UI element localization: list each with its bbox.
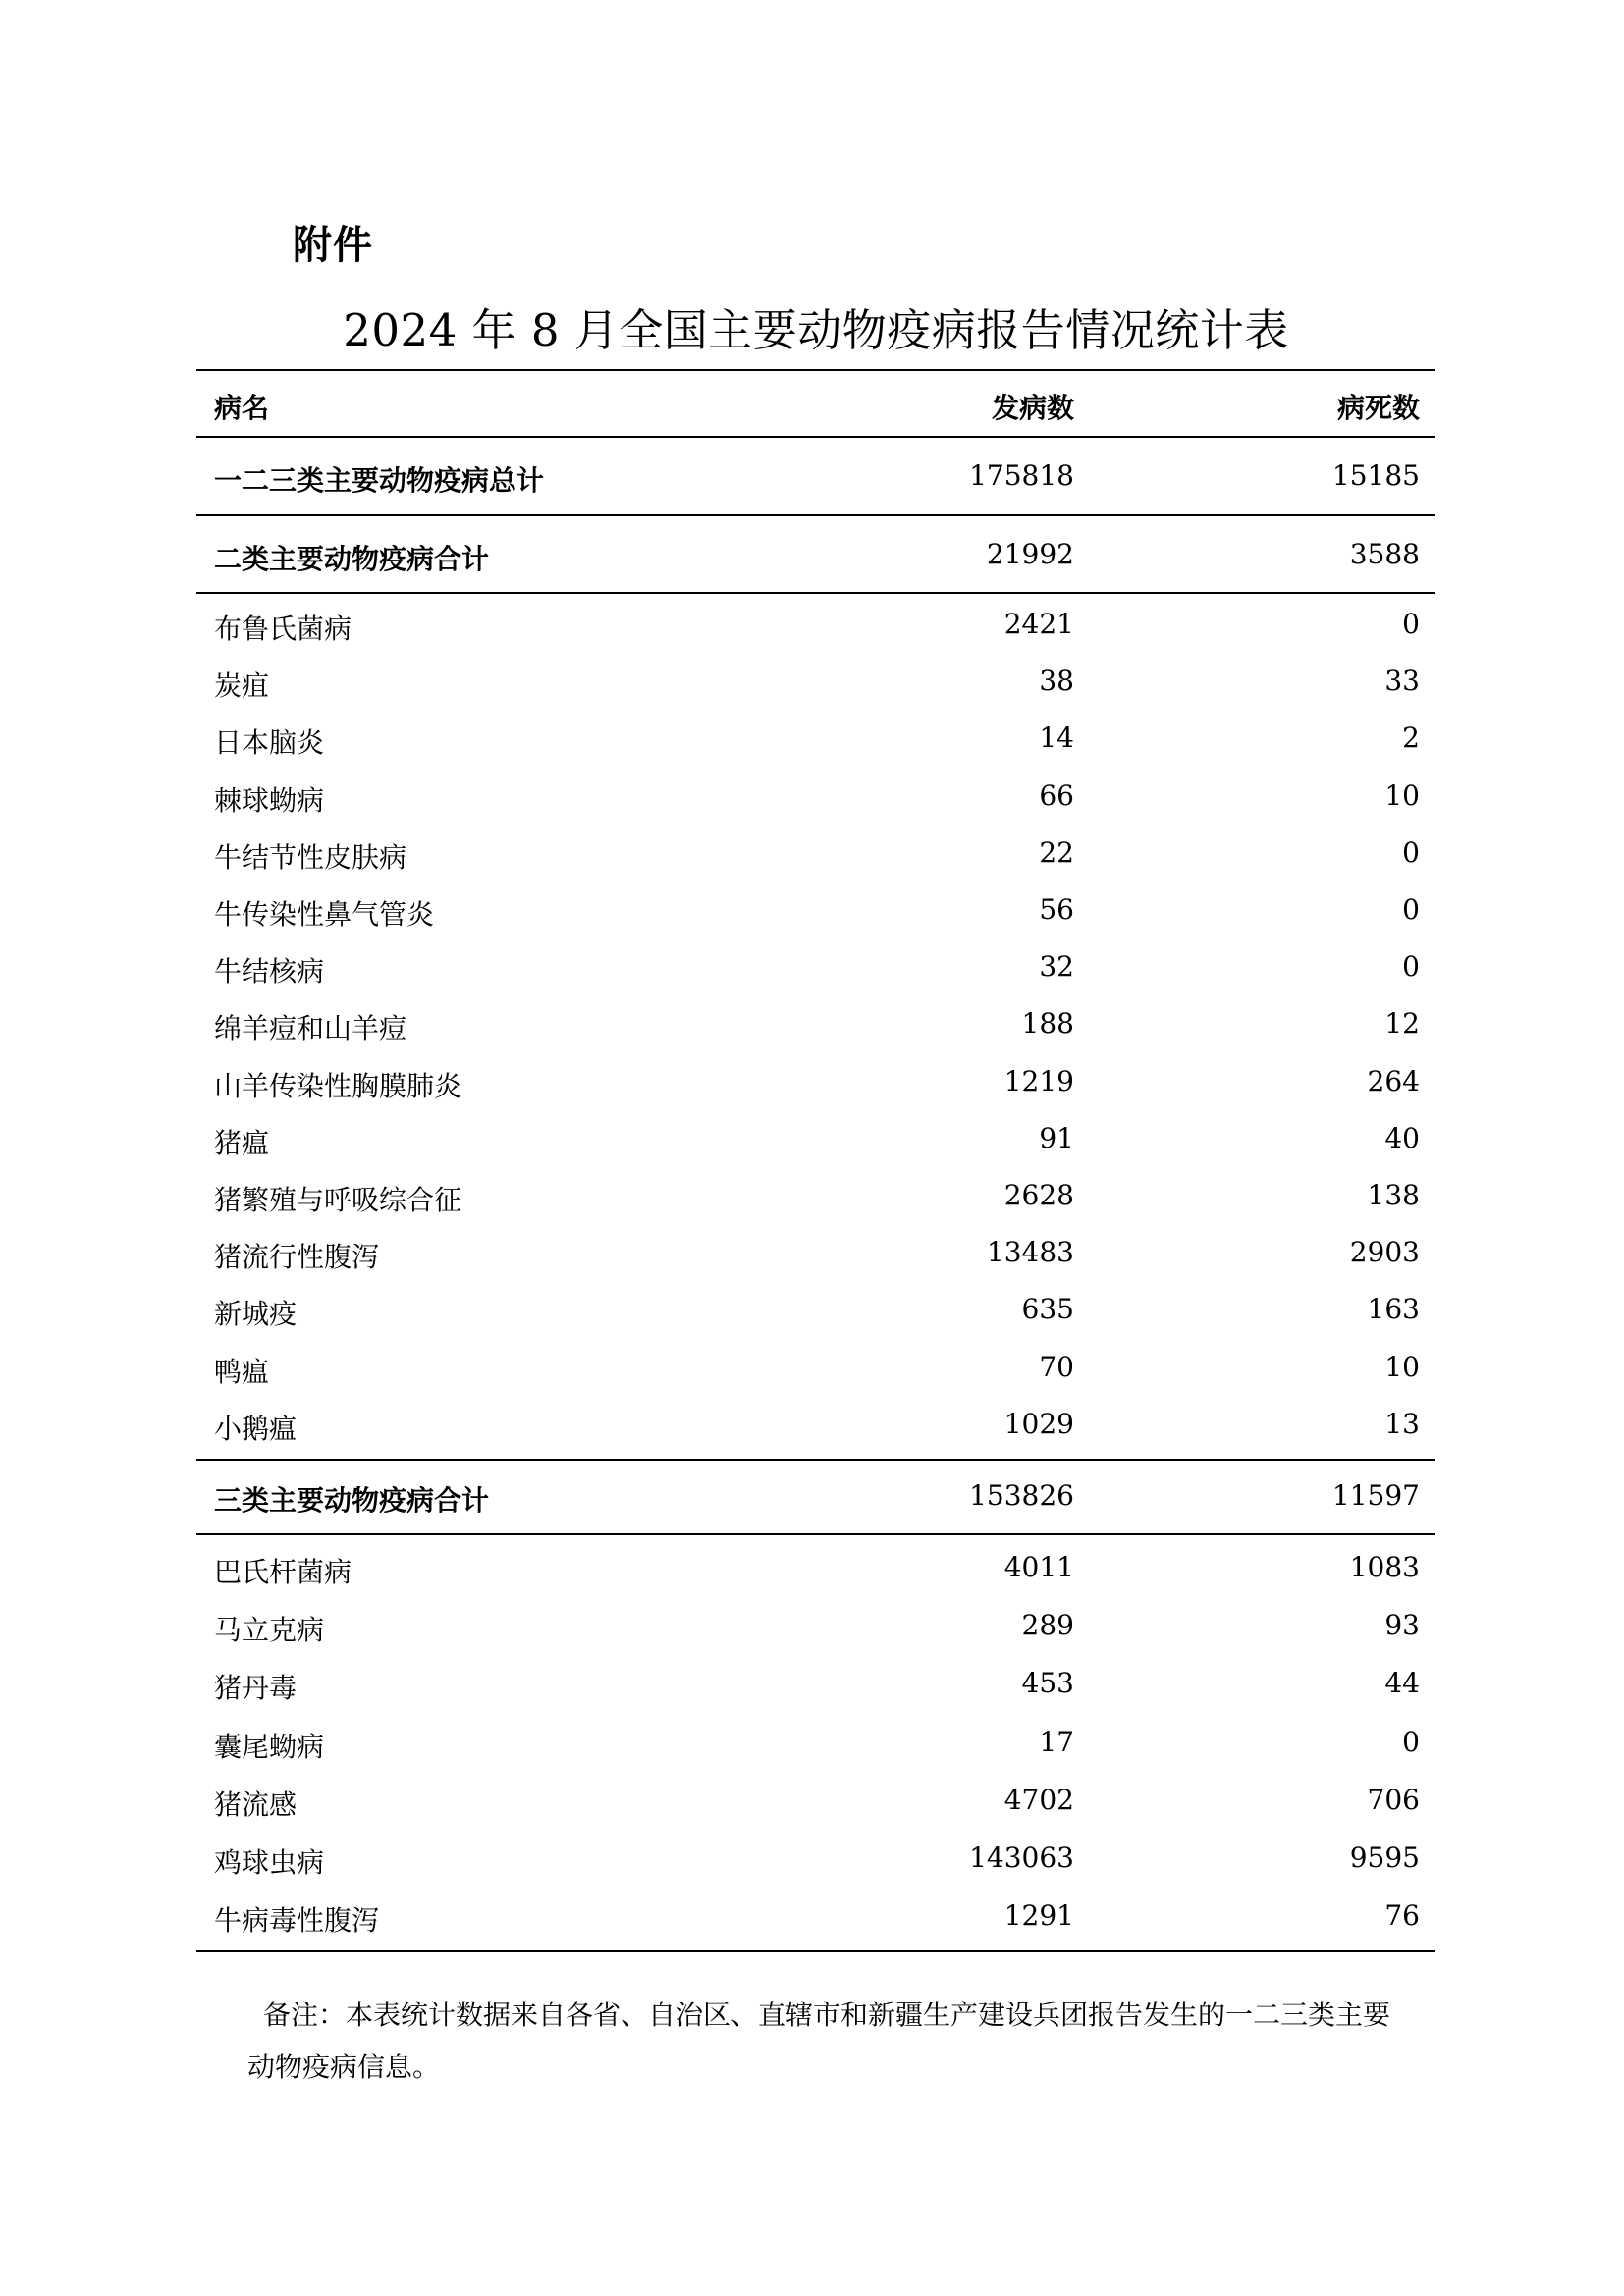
cases-cell: 188 xyxy=(1021,1007,1074,1041)
cases-cell: 38 xyxy=(1039,665,1074,698)
deaths-cell: 44 xyxy=(1384,1667,1420,1700)
table-top-rule xyxy=(196,369,1435,371)
disease-name: 猪流行性腹泻 xyxy=(214,1241,380,1274)
disease-name: 猪丹毒 xyxy=(214,1672,298,1705)
deaths-cell: 9595 xyxy=(1349,1842,1420,1874)
class2-subtotal-name: 二类主要动物疫病合计 xyxy=(214,543,490,575)
class2-subtotal-deaths: 3588 xyxy=(1349,538,1420,570)
disease-name: 牛传染性鼻气管炎 xyxy=(214,898,435,931)
deaths-cell: 264 xyxy=(1367,1064,1420,1097)
deaths-cell: 76 xyxy=(1384,1899,1420,1933)
disease-name: 巴氏杆菌病 xyxy=(214,1556,352,1588)
header-cases: 发病数 xyxy=(991,392,1074,424)
disease-name: 猪繁殖与呼吸综合征 xyxy=(214,1184,462,1216)
deaths-cell: 33 xyxy=(1384,665,1420,698)
cases-cell: 289 xyxy=(1021,1609,1074,1642)
cases-cell: 2628 xyxy=(1003,1179,1074,1211)
cases-cell: 14 xyxy=(1039,721,1074,755)
footnote: 备注：本表统计数据来自各省、自治区、直辖市和新疆生产建设兵团报告发生的一二三类主要动物疫病信息。 xyxy=(247,1999,1391,2083)
header-name: 病名 xyxy=(214,392,270,424)
class3-subtotal-deaths: 11597 xyxy=(1331,1479,1420,1512)
cases-cell: 2421 xyxy=(1003,608,1074,640)
disease-name: 猪流感 xyxy=(214,1788,298,1821)
cases-cell: 17 xyxy=(1039,1725,1074,1758)
deaths-cell: 93 xyxy=(1384,1609,1420,1642)
cases-cell: 66 xyxy=(1039,778,1074,812)
header-rule xyxy=(196,436,1435,438)
cases-cell: 13483 xyxy=(986,1236,1074,1269)
deaths-cell: 163 xyxy=(1367,1293,1420,1326)
disease-name: 山羊传染性胸膜肺炎 xyxy=(214,1069,462,1102)
cases-cell: 1291 xyxy=(1003,1899,1074,1933)
deaths-cell: 40 xyxy=(1384,1121,1420,1154)
disease-name: 牛病毒性腹泻 xyxy=(214,1904,380,1938)
class3-subtotal-cases: 153826 xyxy=(969,1479,1074,1512)
attachment-label: 附件 xyxy=(293,223,373,268)
cases-cell: 635 xyxy=(1021,1293,1074,1326)
disease-name: 绵羊痘和山羊痘 xyxy=(214,1012,407,1045)
deaths-cell: 2 xyxy=(1402,721,1420,755)
disease-name: 牛结核病 xyxy=(214,955,325,988)
disease-name: 布鲁氏菌病 xyxy=(214,613,352,645)
cases-cell: 4011 xyxy=(1003,1551,1074,1583)
table-bottom-rule xyxy=(196,1950,1435,1952)
cases-cell: 1029 xyxy=(1003,1407,1074,1440)
deaths-cell: 0 xyxy=(1402,835,1420,869)
cases-cell: 91 xyxy=(1039,1121,1074,1154)
deaths-cell: 12 xyxy=(1384,1007,1420,1041)
deaths-cell: 13 xyxy=(1384,1407,1420,1440)
deaths-cell: 706 xyxy=(1367,1783,1420,1816)
disease-name: 囊尾蚴病 xyxy=(214,1730,325,1763)
disease-name: 马立克病 xyxy=(214,1614,325,1647)
total-deaths: 15185 xyxy=(1331,459,1420,492)
deaths-cell: 2903 xyxy=(1349,1236,1420,1269)
disease-name: 猪瘟 xyxy=(214,1126,270,1159)
total-name: 一二三类主要动物疫病总计 xyxy=(214,464,545,497)
cases-cell: 143063 xyxy=(969,1842,1074,1874)
deaths-cell: 138 xyxy=(1367,1179,1420,1211)
deaths-cell: 10 xyxy=(1384,778,1420,812)
cases-cell: 1219 xyxy=(1003,1064,1074,1097)
cases-cell: 4702 xyxy=(1003,1783,1074,1816)
header-deaths: 病死数 xyxy=(1336,392,1420,424)
deaths-cell: 1083 xyxy=(1349,1551,1420,1583)
disease-name: 日本脑炎 xyxy=(214,726,325,760)
disease-name: 鸡球虫病 xyxy=(214,1846,325,1879)
deaths-cell: 0 xyxy=(1402,1725,1420,1758)
class3-subtotal-name: 三类主要动物疫病合计 xyxy=(214,1484,490,1517)
cases-cell: 32 xyxy=(1039,950,1074,984)
disease-name: 棘球蚴病 xyxy=(214,783,325,817)
disease-name: 牛结节性皮肤病 xyxy=(214,840,407,874)
page-title: 2024 年 8 月全国主要动物疫病报告情况统计表 xyxy=(343,304,1289,356)
disease-name: 鸭瘟 xyxy=(214,1355,270,1388)
total-cases: 175818 xyxy=(969,459,1074,492)
class2-subtotal-cases: 21992 xyxy=(986,538,1074,570)
cases-cell: 56 xyxy=(1039,893,1074,926)
total-rule xyxy=(196,514,1435,516)
disease-name: 新城疫 xyxy=(214,1298,298,1331)
deaths-cell: 10 xyxy=(1384,1350,1420,1383)
class3-top-rule xyxy=(196,1459,1435,1461)
deaths-cell: 0 xyxy=(1402,608,1420,640)
disease-name: 小鹅瘟 xyxy=(214,1412,298,1445)
class3-rule xyxy=(196,1533,1435,1535)
deaths-cell: 0 xyxy=(1402,950,1420,984)
class2-rule xyxy=(196,592,1435,594)
cases-cell: 70 xyxy=(1039,1350,1074,1383)
cases-cell: 22 xyxy=(1039,835,1074,869)
deaths-cell: 0 xyxy=(1402,893,1420,926)
cases-cell: 453 xyxy=(1021,1667,1074,1700)
disease-name: 炭疽 xyxy=(214,669,270,703)
